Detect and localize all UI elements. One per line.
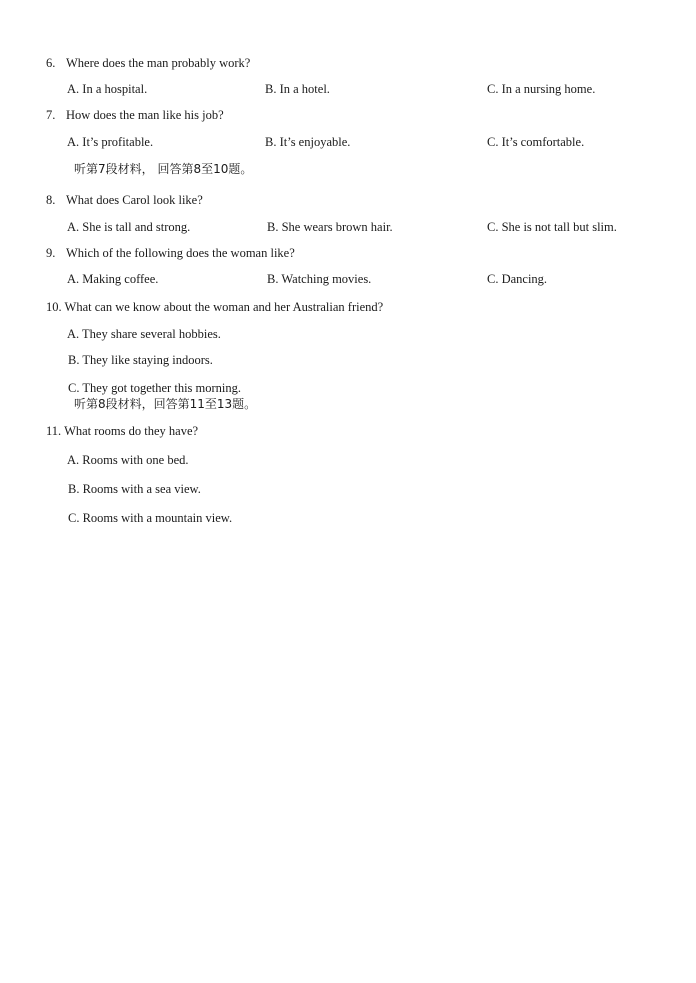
section-8-instruction: 听第8段材料，回答第11至13题。	[74, 397, 257, 411]
q9-option-c: C. Dancing.	[487, 272, 548, 286]
question-number: 10.	[46, 300, 62, 314]
question-9-stem	[46, 245, 295, 261]
question-text: Where does the man probably work?	[66, 56, 251, 70]
q11-option-a: A. Rooms with one bed.	[67, 453, 189, 467]
q10-option-a: A. They share several hobbies.	[67, 327, 221, 341]
q8-option-c: C. She is not tall but slim.	[487, 220, 617, 234]
question-11-stem	[46, 423, 198, 439]
question-text: What does Carol look like?	[66, 193, 203, 207]
question-number: 9.	[46, 246, 56, 260]
q6-option-b: B. In a hotel.	[265, 82, 330, 96]
question-text: What can we know about the woman and her Australian friend?	[64, 300, 384, 314]
q7-option-a: A. It’s profitable.	[67, 135, 154, 149]
q11-option-b: B. Rooms with a sea view.	[68, 482, 201, 496]
question-text: How does the man like his job?	[66, 108, 224, 122]
question-7-stem	[46, 107, 224, 123]
q9-option-b: B. Watching movies.	[267, 272, 372, 286]
q6-option-a: A. In a hospital.	[67, 82, 148, 96]
q6-option-c: C. In a nursing home.	[487, 82, 596, 96]
q7-option-c: C. It’s comfortable.	[487, 135, 585, 149]
q8-option-b: B. She wears brown hair.	[267, 220, 393, 234]
q9-option-a: A. Making coffee.	[67, 272, 159, 286]
question-text: What rooms do they have?	[64, 424, 199, 438]
question-number: 7.	[46, 108, 56, 122]
question-text: Which of the following does the woman like?	[66, 246, 295, 260]
question-number: 8.	[46, 193, 56, 207]
q10-option-c: C. They got together this morning.	[68, 381, 242, 395]
section-7-instruction: 听第7段材料， 回答第8至10题。	[74, 162, 253, 176]
q10-option-b: B. They like staying indoors.	[68, 353, 213, 367]
q8-option-a: A. She is tall and strong.	[67, 220, 191, 234]
q7-option-b: B. It’s enjoyable.	[265, 135, 351, 149]
question-8-stem	[46, 192, 203, 208]
question-10-stem	[46, 299, 383, 315]
question-6-stem	[46, 55, 250, 71]
question-number: 11.	[46, 424, 62, 438]
question-number: 6.	[46, 56, 56, 70]
q11-option-c: C. Rooms with a mountain view.	[68, 511, 233, 525]
